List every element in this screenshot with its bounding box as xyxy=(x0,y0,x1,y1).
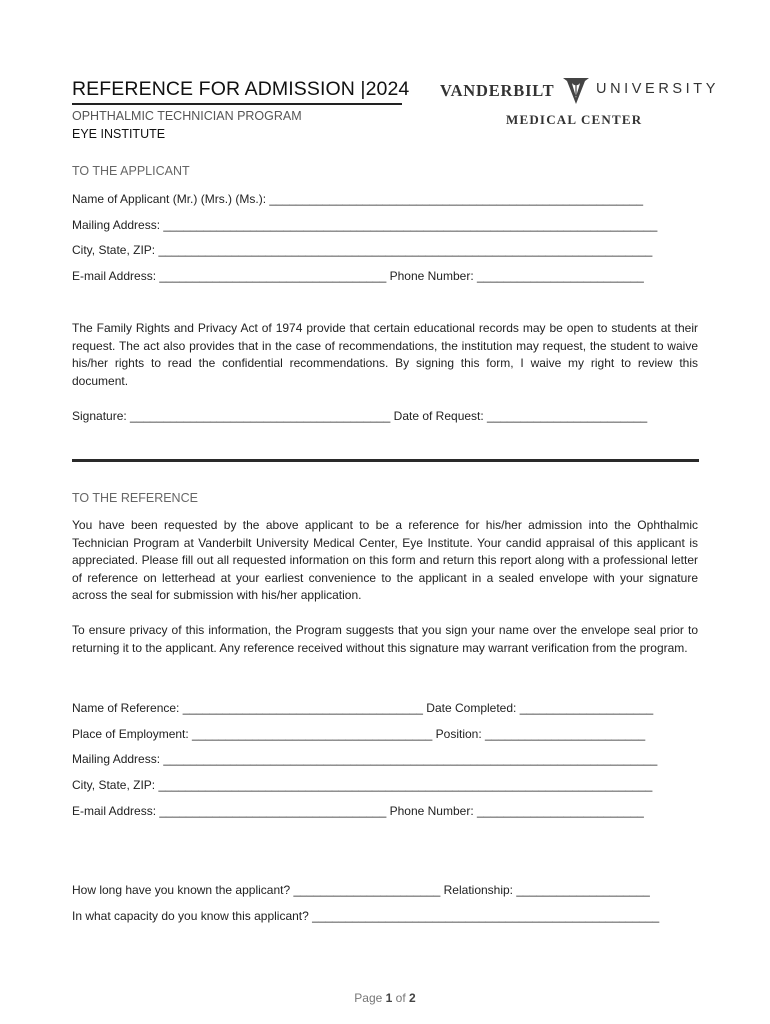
applicant-name-field[interactable]: Name of Applicant (Mr.) (Mrs.) (Ms.): ________________________________________________________ xyxy=(72,192,644,206)
applicant-signature-field[interactable]: Signature: _______________________________________ Date of Request: ________________________ xyxy=(72,409,648,423)
form-title: REFERENCE FOR ADMISSION |2024 xyxy=(72,78,410,100)
logo-text-left: VANDERBILT xyxy=(440,81,555,100)
reference-email-phone-field[interactable]: E-mail Address: __________________________________ Phone Number: _________________________ xyxy=(72,804,644,818)
reference-intro-paragraph: You have been requested by the above applicant to be a reference for his/her admission into the Ophthalmic Technician Program at Vanderbilt University Medical Center, Eye Institute. Your candid appraisal of this applicant is appreciated. Please fill out all requested information on this form and return this report along with a professional letter of reference on letterhead at your earliest convenience to the applicant in a sealed envelope with your signature across the seal for submission with his/her application. xyxy=(72,518,698,602)
page-total: 2 xyxy=(409,991,416,1005)
capacity-field[interactable]: In what capacity do you know this applicant? ____________________________________________________ xyxy=(72,909,660,923)
logo-text-right: UNIVERSITY xyxy=(596,81,720,97)
reference-employment-field[interactable]: Place of Employment: ____________________________________ Position: ________________________ xyxy=(72,727,646,741)
known-duration-field[interactable]: How long have you known the applicant? ______________________ Relationship: ____________________ xyxy=(72,883,650,897)
institute-name: EYE INSTITUTE xyxy=(72,127,166,141)
oak-leaf-v-icon xyxy=(560,74,592,106)
program-name: OPHTHALMIC TECHNICIAN PROGRAM xyxy=(72,109,302,123)
title-underline xyxy=(72,103,402,105)
applicant-city-field[interactable]: City, State, ZIP: __________________________________________________________________________ xyxy=(72,243,653,257)
reference-heading: TO THE REFERENCE xyxy=(72,491,198,505)
page-number xyxy=(0,991,770,1005)
page-current: 1 xyxy=(385,991,393,1005)
privacy-act-paragraph: The Family Rights and Privacy Act of 1974 provide that certain educational records may be open to students at their request. The act also provides that in the case of recommendations, the institution may request, the student to waive his/her rights to read the confidential recommendations. By signing this form, I waive my right to review this document. xyxy=(72,321,698,388)
section-divider xyxy=(72,459,699,462)
reference-mailing-field[interactable]: Mailing Address: __________________________________________________________________________ xyxy=(72,752,658,766)
applicant-heading: TO THE APPLICANT xyxy=(72,164,190,178)
reference-privacy-paragraph: To ensure privacy of this information, the Program suggests that you sign your name over the envelope seal prior to returning it to the applicant. Any reference received without this signature may warrant verification from the program. xyxy=(72,623,698,655)
logo-subtext: MEDICAL CENTER xyxy=(506,112,643,127)
reference-city-field[interactable]: City, State, ZIP: __________________________________________________________________________ xyxy=(72,778,653,792)
applicant-email-phone-field[interactable]: E-mail Address: __________________________________ Phone Number: _________________________ xyxy=(72,269,644,283)
page-of: of xyxy=(395,991,406,1005)
applicant-mailing-field[interactable]: Mailing Address: __________________________________________________________________________ xyxy=(72,218,658,232)
reference-name-field[interactable]: Name of Reference: ____________________________________ Date Completed: ____________________ xyxy=(72,701,654,715)
vanderbilt-logo xyxy=(440,74,720,130)
page-word: Page xyxy=(354,991,383,1005)
